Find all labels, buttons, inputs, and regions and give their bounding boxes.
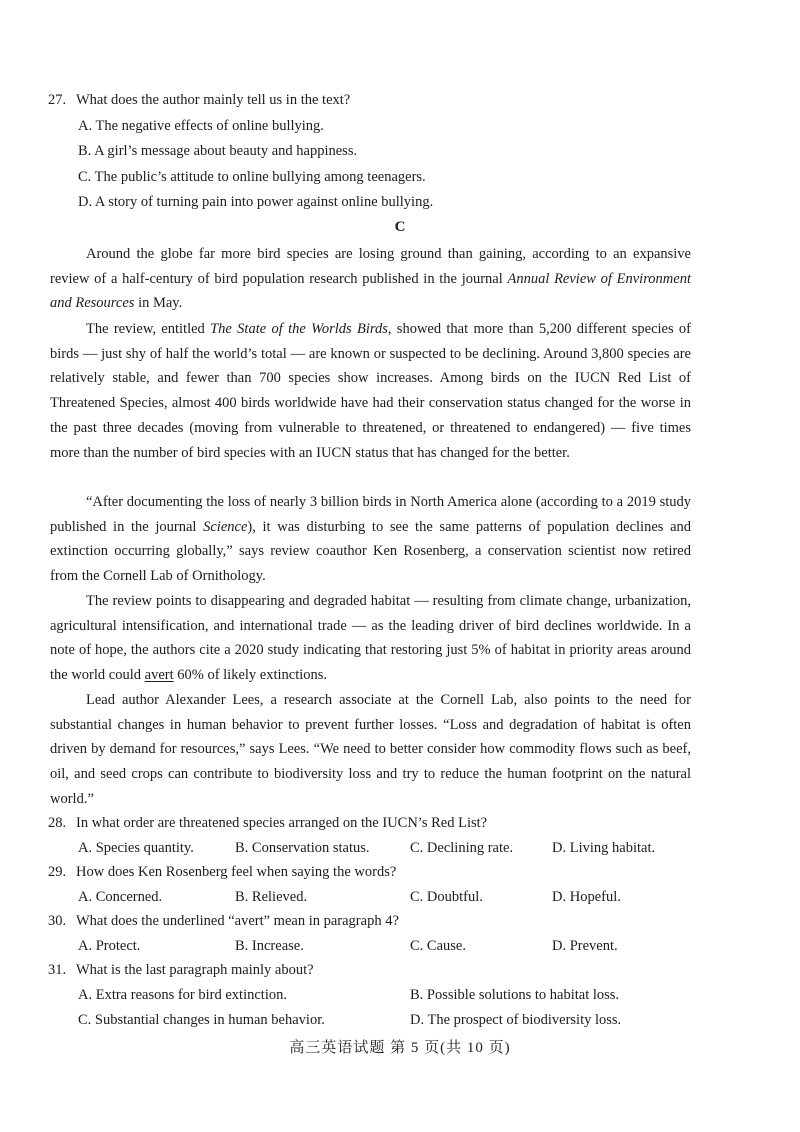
option-b: B. Possible solutions to habitat loss. (410, 987, 620, 1003)
option-b: B. Increase. (235, 938, 304, 954)
question-number: 28. (48, 815, 67, 831)
question-number: 27. (48, 92, 67, 108)
option-d: D. The prospect of biodiversity loss. (410, 1012, 622, 1028)
question-text: How does Ken Rosenberg feel when saying the words? (76, 864, 397, 880)
journal-title: Annual Review of Environment and Resources (50, 270, 691, 312)
option-a: A. Species quantity. (78, 840, 194, 856)
underlined-word: avert (144, 667, 174, 684)
question-31-stem (48, 962, 314, 979)
option-b: B. A girl’s message about beauty and happiness. (78, 143, 358, 159)
passage-paragraph-4: The review points to disappearing and degraded habitat — resulting from climate change, urbanization, agricultural intensification, and international trade — as the leading driver of bird declines worldwide. In a note of hope, the authors cite a 2020 study indicating that restoring just 5% of habitat in priority areas around the world could avert 60% of likely extinctions. (50, 593, 691, 684)
option-d: D. Prevent. (552, 938, 618, 954)
option-b: B. Conservation status. (235, 840, 370, 856)
question-28-stem (48, 815, 487, 832)
question-text: What does the author mainly tell us in the text? (76, 92, 351, 108)
passage-paragraph-2: The review, entitled The State of the Worlds Birds, showed that more than 5,200 different species of birds — just shy of half the world’s total — are known or suspected to be declining. Around 3,800 species are relatively stable, and fewer than 700 species show increases. Among birds on the IUCN Red List of Threatened Species, almost 400 birds worldwide have had their conservation status changed for the worse in the past three decades (moving from vulnerable to threatened, or threatened to endangered) — five times more than the number of bird species with an IUCN status that has changed for the better. (50, 321, 692, 461)
journal-title: Science (203, 518, 248, 535)
question-number: 29. (48, 864, 67, 880)
question-29-stem (48, 864, 396, 881)
option-c: C. Cause. (410, 938, 466, 954)
question-30-stem (48, 913, 399, 930)
question-number: 30. (48, 913, 67, 929)
option-a: A. Extra reasons for bird extinction. (78, 987, 287, 1003)
passage-paragraph-3: “After documenting the loss of nearly 3 billion birds in North America alone (according to a 2019 study published in the journal Science), it was disturbing to see the same patterns of population declines and extinction occurring globally,” says review coauthor Ken Rosenberg, a conservation scientist now retired from the Cornell Lab of Ornithology. (50, 494, 691, 585)
page-footer: 高三英语试题 第 5 页(共 10 页) (289, 1040, 511, 1056)
option-d: D. Living habitat. (552, 840, 656, 856)
review-title: The State of the Worlds Birds (210, 321, 388, 337)
option-c: C. Declining rate. (410, 840, 514, 856)
option-c: C. The public’s attitude to online bullying among teenagers. (78, 169, 426, 185)
option-b: B. Relieved. (235, 889, 308, 905)
question-text: What is the last paragraph mainly about? (76, 962, 314, 978)
option-d: D. Hopeful. (552, 889, 621, 905)
passage-paragraph-1: Around the globe far more bird species are losing ground than gaining, according to an expansive review of a half-century of bird population research published in the journal Annual Review of Environment and Resources in May. (50, 246, 691, 312)
question-number: 31. (48, 962, 67, 978)
option-a: A. The negative effects of online bullying. (78, 118, 324, 134)
option-a: A. Concerned. (78, 889, 163, 905)
option-c: C. Doubtful. (410, 889, 483, 905)
question-text: In what order are threatened species arranged on the IUCN’s Red List? (76, 815, 488, 831)
question-text: What does the underlined “avert” mean in paragraph 4? (76, 913, 399, 929)
passage-paragraph-5: Lead author Alexander Lees, a research associate at the Cornell Lab, also points to the need for substantial changes in human behavior to prevent further losses. “Loss and degradation of habitat is often driven by demand for resources,” says Lees. “We need to better consider how commodity flows such as beef, oil, and seed crops can contribute to biodiversity loss and try to reduce the human footprint on the natural world.” (50, 692, 691, 807)
option-d: D. A story of turning pain into power against online bullying. (78, 194, 434, 210)
question-27-stem (48, 92, 350, 109)
option-a: A. Protect. (78, 938, 141, 954)
option-c: C. Substantial changes in human behavior. (78, 1012, 325, 1028)
section-heading: C (394, 219, 406, 235)
